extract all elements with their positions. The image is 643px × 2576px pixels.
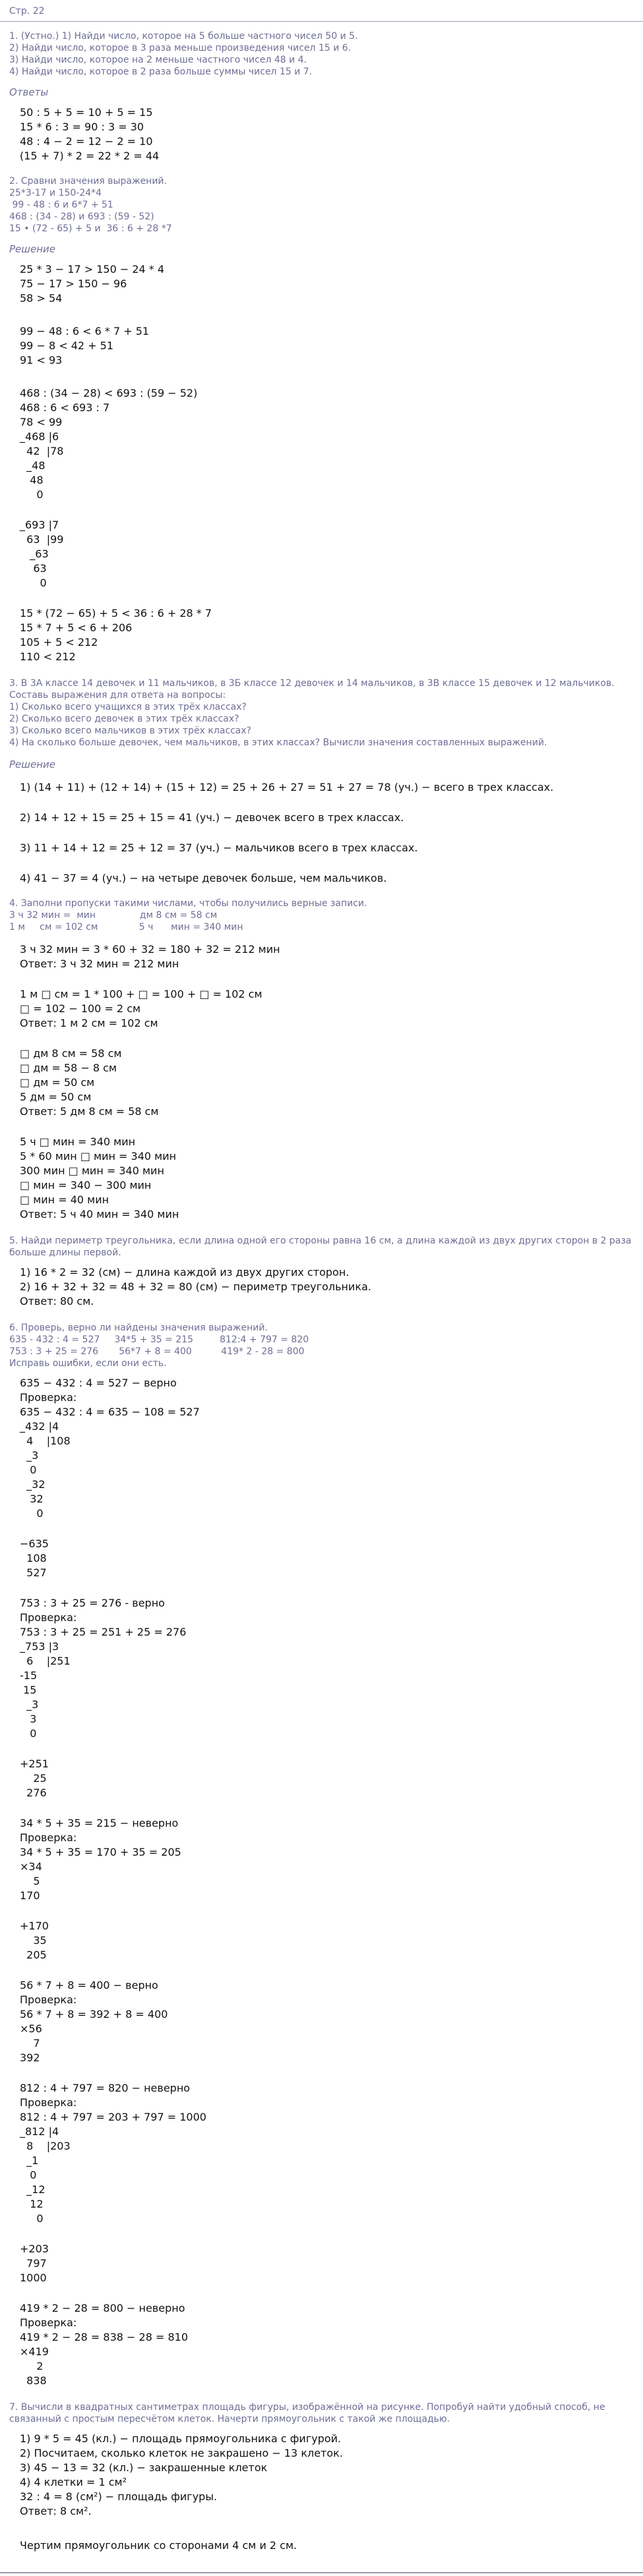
solution-line: 5 дм = 50 см [20, 1091, 92, 1103]
solution-line: 838 [20, 2374, 47, 2387]
solution-line: 2) 16 + 32 + 32 = 48 + 32 = 80 (см) − периметр треугольника. [20, 1280, 371, 1293]
solution-line: 15 * 6 : 3 = 90 : 3 = 30 [20, 121, 144, 133]
solution-line: 56 * 7 + 8 = 400 − верно [20, 1979, 158, 1991]
solution-line: 419 * 2 − 28 = 800 − неверно [20, 2302, 185, 2314]
task-text-line: 7. Вычисли в квадратных сантиметрах площадь фигуры, изображённой на рисунке. Попробуй найти удобный способ, не [9, 2402, 605, 2413]
task-text-line: 2) Найди число, которое в 3 раза меньше произведения чисел 15 и 6. [9, 43, 352, 53]
solution-line: _3 [20, 1698, 39, 1711]
solution-line: 34 * 5 + 35 = 215 − неверно [20, 1817, 179, 1829]
solution-line: Проверка: [20, 2096, 77, 2109]
solution-line: □ дм = 50 см [20, 1076, 95, 1089]
solution-line: 58 > 54 [20, 292, 63, 304]
solution-line: 635 − 432 : 4 = 635 − 108 = 527 [20, 1406, 200, 1418]
solution-line: ×56 [20, 2022, 42, 2035]
solution-line: 0 [20, 577, 47, 589]
solution-line: _3 [20, 1449, 39, 1462]
solution-line: 3) 45 − 13 = 32 (кл.) − закрашенные клеток [20, 2461, 268, 2474]
solution-line: 3 [20, 1713, 37, 1725]
solution-line: _753 |3 [20, 1640, 59, 1653]
task-text-line: 4. Заполни пропуски такими числами, чтобы получились верные записи. [9, 898, 367, 909]
solution-line: 0 [20, 1507, 44, 1520]
solution-line: 78 < 99 [20, 416, 63, 428]
solution-line: +170 [20, 1920, 49, 1932]
solution-line: Ответ: 80 см. [20, 1295, 94, 1307]
solution-line: 48 : 4 − 2 = 12 − 2 = 10 [20, 135, 153, 148]
solution-line: 0 [20, 1464, 37, 1476]
task-text-line: 635 - 432 : 4 = 527 34*5 + 35 = 215 812:4 + 797 = 820 [9, 1334, 309, 1345]
solution-line: □ дм = 58 − 8 см [20, 1062, 117, 1074]
solution-line: 63 [20, 562, 47, 575]
solution-line: 205 [20, 1949, 47, 1961]
solution-line: ×34 [20, 1860, 42, 1873]
solution-line: 108 [20, 1552, 47, 1564]
solution-line: 42 |78 [20, 445, 64, 457]
solution-line: 5 ч □ мин = 340 мин [20, 1135, 136, 1148]
solution-line: 276 [20, 1787, 47, 1799]
solution-line: 2 [20, 2360, 44, 2372]
solution-line: Ответ: 8 см². [20, 2505, 92, 2517]
task-text-line: 3. В 3А классе 14 девочек и 11 мальчиков, в 3Б классе 12 девочек и 14 мальчиков, в 3В классе 15 девочек и 12 мальчиков. [9, 678, 615, 689]
solution-line: +251 [20, 1758, 49, 1770]
solution-line: 0 [20, 488, 44, 501]
task-text-line: 4) Найди число, которое в 2 раза больше суммы чисел 15 и 7. [9, 67, 313, 77]
solution-line: _468 |6 [20, 430, 59, 443]
solution-line: 635 − 432 : 4 = 527 − верно [20, 1377, 177, 1389]
task-text-line: больше длины первой. [9, 1247, 121, 1258]
solution-line: Чертим прямоугольник со сторонами 4 см и 2 см. [20, 2539, 297, 2552]
task-text-line: Составь выражения для ответа на вопросы: [9, 690, 226, 701]
solution-line: 812 : 4 + 797 = 820 − неверно [20, 2082, 191, 2094]
solution-line: _693 |7 [20, 519, 59, 531]
section-heading: Ответы [9, 86, 49, 98]
solution-line: 1 м □ см = 1 * 100 + □ = 100 + □ = 102 см [20, 988, 262, 1000]
solution-line: 48 [20, 474, 44, 486]
solution-line: _812 |4 [20, 2125, 59, 2138]
solution-line: 812 : 4 + 797 = 203 + 797 = 1000 [20, 2111, 206, 2123]
solution-line: 7 [20, 2037, 40, 2049]
solution-line: _1 [20, 2154, 39, 2167]
solution-line: _48 [20, 459, 46, 472]
task-text-line: связанный с простым пересчётом клеток. Начерти прямоугольник с такой же площадью. [9, 2414, 450, 2424]
solution-line: 5 [20, 1875, 40, 1887]
header-divider [0, 21, 643, 22]
solution-line: Ответ: 3 ч 32 мин = 212 мин [20, 958, 179, 970]
solution-line: _63 [20, 548, 49, 560]
solution-line: 392 [20, 2051, 40, 2064]
footer-divider [0, 2572, 643, 2573]
solution-line: 15 [20, 1684, 37, 1696]
solution-line: 32 [20, 1493, 44, 1505]
solution-line: 6 |251 [20, 1655, 71, 1667]
task-text-line: 2) Сколько всего девочек в этих трёх классах? [9, 714, 239, 724]
solution-line: _32 [20, 1478, 46, 1491]
solution-line: 5 * 60 мин □ мин = 340 мин [20, 1150, 177, 1162]
solution-line: 1) 16 * 2 = 32 (см) − длина каждой из двух других сторон. [20, 1266, 350, 1278]
solution-line: 0 [20, 2212, 44, 2225]
solution-line: 2) Посчитаем, сколько клеток не закрашено − 13 клеток. [20, 2447, 343, 2459]
task-text-line: 3) Сколько всего мальчиков в этих трёх классах? [9, 726, 252, 736]
task-text-line: 2. Сравни значения выражений. [9, 176, 167, 186]
solution-line: Проверка: [20, 1391, 77, 1404]
solution-line: Проверка: [20, 1611, 77, 1624]
solution-line: ×419 [20, 2345, 49, 2358]
solution-line: 797 [20, 2257, 47, 2270]
solution-line: 0 [20, 1727, 37, 1740]
solution-line: 1) 9 * 5 = 45 (кл.) − площадь прямоугольника с фигурой. [20, 2432, 342, 2445]
solution-line: 99 − 8 < 42 + 51 [20, 339, 113, 352]
solution-line: 63 |99 [20, 533, 64, 546]
solution-line: 12 [20, 2198, 44, 2210]
solution-line: □ мин = 340 − 300 мин [20, 1179, 152, 1191]
solution-line: -15 [20, 1669, 38, 1682]
task-text-line: 753 : 3 + 25 = 276 56*7 + 8 = 400 419* 2 - 28 = 800 [9, 1346, 305, 1357]
solution-line: 1000 [20, 2272, 47, 2284]
solution-line: 8 |203 [20, 2140, 71, 2152]
solution-line: Ответ: 5 ч 40 мин = 340 мин [20, 1208, 179, 1220]
solution-line: 34 * 5 + 35 = 170 + 35 = 205 [20, 1846, 181, 1858]
solution-line: 753 : 3 + 25 = 251 + 25 = 276 [20, 1626, 187, 1638]
solution-line: 25 * 3 − 17 > 150 − 24 * 4 [20, 263, 165, 275]
solution-line: Проверка: [20, 1993, 77, 2006]
task-text-line: Исправь ошибки, если они есть. [9, 1358, 167, 1369]
solution-line: 3 ч 32 мин = 3 * 60 + 32 = 180 + 32 = 212 мин [20, 943, 280, 956]
solution-line: Проверка: [20, 2316, 77, 2329]
solution-line: 110 < 212 [20, 650, 76, 663]
solution-line: □ = 102 − 100 = 2 см [20, 1002, 141, 1015]
task-text-line: 3 ч 32 мин = мин дм 8 см = 58 см [9, 910, 218, 921]
task-text-line: 5. Найди периметр треугольника, если длина одной его стороны равна 16 см, а длина каждой из двух других сторон в 2 раза [9, 1236, 632, 1246]
solution-line: 1) (14 + 11) + (12 + 14) + (15 + 12) = 25 + 26 + 27 = 51 + 27 = 78 (уч.) − всего в трех классах. [20, 781, 554, 793]
solution-line: _12 [20, 2183, 46, 2196]
solution-line: 468 : (34 − 28) < 693 : (59 − 52) [20, 387, 198, 399]
solution-line: 419 * 2 − 28 = 838 − 28 = 810 [20, 2331, 188, 2343]
solution-line: 105 + 5 < 212 [20, 636, 98, 648]
solution-line: 527 [20, 1566, 47, 1579]
task-text-line: 1) Сколько всего учащихся в этих трёх классах? [9, 702, 247, 712]
solution-line: 25 [20, 1772, 47, 1785]
task-text-line: 25*3-17 и 150-24*4 [9, 188, 102, 198]
solution-line: 91 < 93 [20, 354, 63, 366]
solution-line: 170 [20, 1889, 40, 1902]
solution-line: 4) 4 клетки = 1 см² [20, 2476, 127, 2488]
solution-line: □ дм 8 см = 58 см [20, 1047, 122, 1060]
solution-line: □ мин = 40 мин [20, 1193, 109, 1206]
task-text-line: 6. Проверь, верно ли найдены значения выражений. [9, 1323, 268, 1333]
solution-line: Ответ: 5 дм 8 см = 58 см [20, 1105, 159, 1118]
solution-line: Проверка: [20, 1831, 77, 1844]
solution-line: 4) 41 − 37 = 4 (уч.) − на четыре девочек больше, чем мальчиков. [20, 872, 387, 884]
solution-line: 0 [20, 2169, 37, 2181]
solution-line: 99 − 48 : 6 < 6 * 7 + 51 [20, 325, 150, 337]
solution-line: (15 + 7) * 2 = 22 * 2 = 44 [20, 150, 160, 162]
solution-line: _432 |4 [20, 1420, 59, 1433]
solution-line: 468 : 6 < 693 : 7 [20, 401, 110, 414]
solution-line: 300 мин □ мин = 340 мин [20, 1164, 164, 1177]
solution-line: 3) 11 + 14 + 12 = 25 + 12 = 37 (уч.) − мальчиков всего в трех классах. [20, 842, 418, 854]
task-text-line: 99 - 48 : 6 и 6*7 + 51 [9, 200, 113, 210]
task-text-line: 468 : (34 - 28) и 693 : (59 - 52) [9, 212, 154, 222]
solution-line: Ответ: 1 м 2 см = 102 см [20, 1017, 158, 1029]
task-text-line: 15 • (72 - 65) + 5 и 36 : 6 + 28 *7 [9, 223, 172, 234]
task-text-line: 1 м см = 102 см 5 ч мин = 340 мин [9, 922, 243, 932]
solution-line: 4 |108 [20, 1435, 71, 1447]
solution-line: −635 [20, 1537, 49, 1550]
task-text-line: 3) Найди число, которое на 2 меньше частного чисел 48 и 4. [9, 55, 307, 65]
section-heading: Решение [9, 758, 56, 770]
solution-line: 50 : 5 + 5 = 10 + 5 = 15 [20, 106, 153, 119]
task-text-line: 4) На сколько больше девочек, чем мальчиков, в этих классах? Вычисли значения составленных выражений. [9, 737, 547, 748]
section-heading: Решение [9, 243, 56, 255]
solution-line: +203 [20, 2243, 49, 2255]
solution-line: 32 : 4 = 8 (см²) − площадь фигуры. [20, 2490, 218, 2503]
task-text-line: 1. (Устно.) 1) Найди число, которое на 5 больше частного чисел 50 и 5. [9, 31, 358, 42]
solution-line: 15 * 7 + 5 < 6 + 206 [20, 621, 133, 634]
solution-line: 75 − 17 > 150 − 96 [20, 277, 127, 290]
solution-line: 2) 14 + 12 + 15 = 25 + 15 = 41 (уч.) − девочек всего в трех классах. [20, 811, 404, 824]
solution-line: 15 * (72 − 65) + 5 < 36 : 6 + 28 * 7 [20, 607, 212, 619]
page-label: Стр. 22 [9, 6, 45, 16]
solution-line: 56 * 7 + 8 = 392 + 8 = 400 [20, 2008, 168, 2020]
solution-line: 35 [20, 1934, 47, 1947]
solution-line: 753 : 3 + 25 = 276 - верно [20, 1597, 165, 1609]
